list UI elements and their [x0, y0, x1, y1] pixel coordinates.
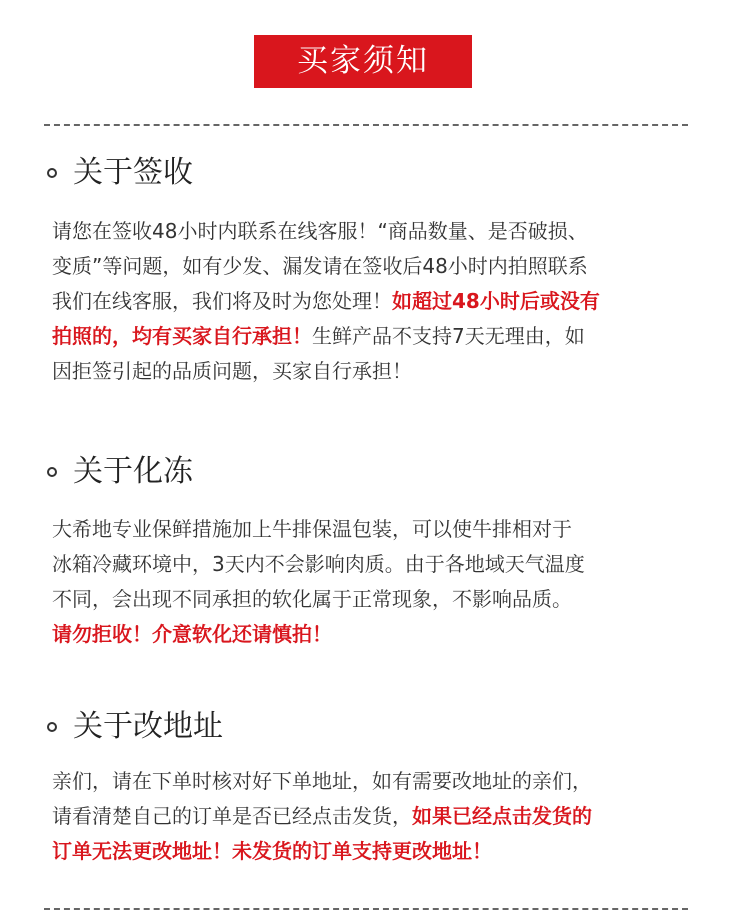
circle-bullet-icon — [47, 168, 57, 178]
body-text: 冰箱冷藏环境中，3天内不会影响肉质。由于各地域天气温度 — [52, 552, 585, 576]
body-line — [52, 214, 692, 249]
body-text: 大希地专业保鲜措施加上牛排保温包装，可以使牛排相对于 — [52, 517, 572, 541]
body-line — [52, 319, 692, 354]
section-heading-thawing — [47, 452, 193, 492]
body-text: 因拒签引起的品质问题，买家自行承担！ — [52, 359, 412, 383]
body-line — [52, 284, 692, 319]
highlighted-text: 如超过48小时后或没有 — [392, 289, 600, 313]
section-heading-signing — [47, 153, 193, 193]
section-body — [52, 512, 692, 652]
body-text: 生鲜产品不支持7天无理由，如 — [312, 324, 585, 348]
body-line — [52, 799, 692, 834]
highlighted-text: 请勿拒收！介意软化还请慎拍！ — [52, 622, 332, 646]
section-body — [52, 214, 692, 389]
section-title: 关于化冻 — [73, 454, 193, 489]
body-text: 请您在签收48小时内联系在线客服！“商品数量、是否破损、 — [52, 219, 588, 243]
body-text: 亲们，请在下单时核对好下单地址，如有需要改地址的亲们， — [52, 769, 592, 793]
section-title: 关于改地址 — [73, 709, 223, 744]
body-text: 我们在线客服，我们将及时为您处理！ — [52, 289, 392, 313]
body-line — [52, 834, 692, 869]
body-line — [52, 547, 692, 582]
body-line — [52, 354, 692, 389]
circle-bullet-icon — [47, 722, 57, 732]
bottom-divider — [44, 908, 688, 910]
body-text: 不同，会出现不同承担的软化属于正常现象，不影响品质。 — [52, 587, 572, 611]
highlighted-text: 如果已经点击发货的 — [412, 804, 592, 828]
body-line — [52, 582, 692, 617]
section-title: 关于签收 — [73, 155, 193, 190]
body-line — [52, 512, 692, 547]
top-divider — [44, 124, 688, 126]
circle-bullet-icon — [47, 467, 57, 477]
body-line — [52, 764, 692, 799]
highlighted-text: 订单无法更改地址！未发货的订单支持更改地址！ — [52, 839, 492, 863]
highlighted-text: 拍照的，均有买家自行承担！ — [52, 324, 312, 348]
body-text: 变质”等问题，如有少发、漏发请在签收后48小时内拍照联系 — [52, 254, 588, 278]
section-heading-address — [47, 707, 223, 747]
body-text: 请看清楚自己的订单是否已经点击发货， — [52, 804, 412, 828]
section-body — [52, 764, 692, 869]
body-line — [52, 249, 692, 284]
body-line — [52, 617, 692, 652]
notice-title: 买家须知 — [254, 35, 472, 88]
